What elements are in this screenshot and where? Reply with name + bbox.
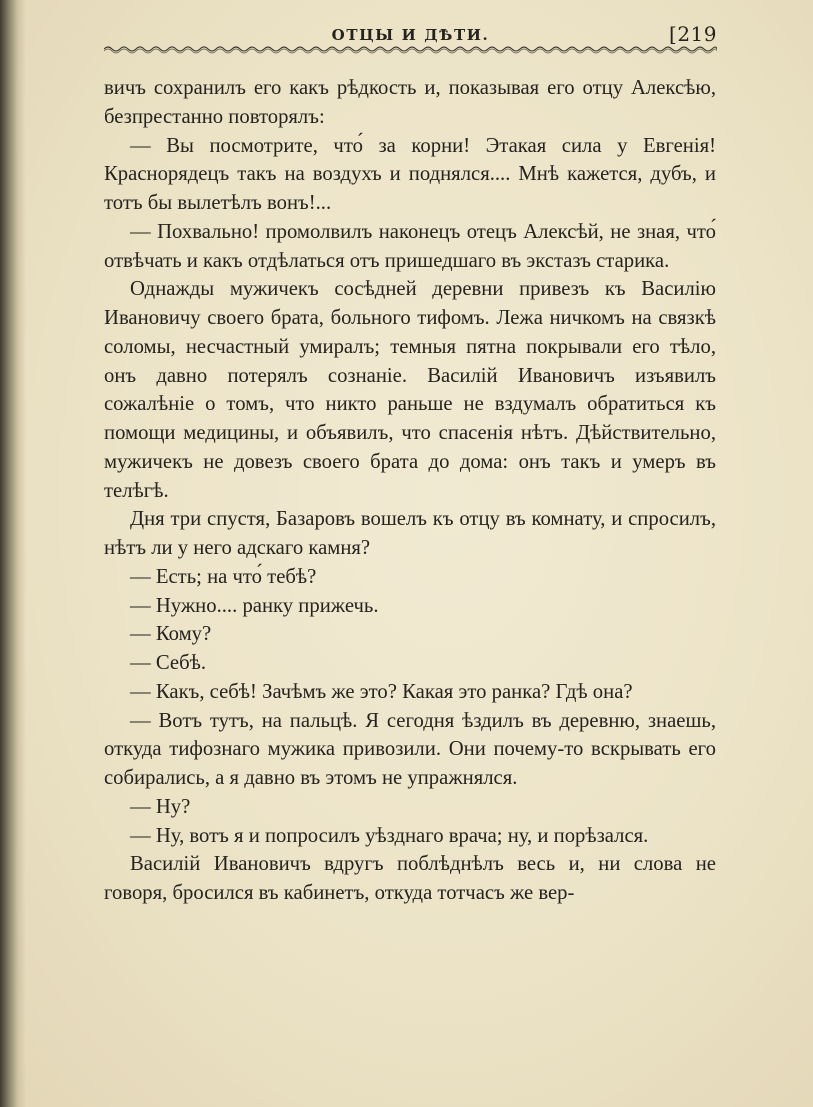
paragraph: — Кому? [130, 623, 212, 646]
paragraph: Василій Ивановичъ вдругъ поблѣднѣлъ весь и, ни слова не говоря, бросился въ кабинетъ, откуда тотчасъ же вер- [104, 853, 716, 904]
paragraph: — Есть; на что́ тебѣ? [130, 565, 317, 588]
paragraph: — Вотъ тутъ, на пальцѣ. Я сегодня ѣздилъ въ деревню, знаешь, откуда тифознаго мужика привозили. Они почему-то вскрывать его собирались, а я давно въ этомъ не упражнялся. [104, 709, 716, 789]
paragraph: — Похвально! промолвилъ наконецъ отецъ Алексѣй, не зная, что́ отвѣчать и какъ отдѣлаться отъ пришедшаго въ экстазъ старика. [104, 220, 716, 272]
page-gutter-shadow [0, 0, 26, 1107]
paragraph: Дня три спустя, Базаровъ вошелъ къ отцу въ комнату, и спросилъ, нѣтъ ли у него адскаго камня? [104, 508, 716, 559]
paragraph: — Нужно.... ранку прижечь. [130, 594, 379, 617]
paragraph: вичъ сохранилъ его какъ рѣдкость и, показывая его отцу Алексѣю, безпрестанно повторялъ: [104, 77, 716, 128]
paragraph: Однажды мужичекъ сосѣдней деревни привезъ къ Василію Ивановичу своего брата, больного тифомъ. Лежа ничкомъ на связкѣ соломы, несчастный умиралъ; темныя пятна покрывали его тѣло, онъ давно потерялъ сознаніе. Василій Ивановичъ изъявилъ сожалѣніе о томъ, что никто раньше не вздумалъ обратиться къ помощи медицины, и объявилъ, что спасенія нѣтъ. Дѣйствительно, мужичекъ не довезъ своего брата до дома: онъ такъ и умеръ въ телѣгѣ. [104, 278, 716, 502]
paragraph: — Ну? [130, 795, 191, 818]
paragraph: — Себѣ. [130, 652, 207, 674]
header-wavy-rule [104, 43, 717, 55]
page-text-body [104, 74, 716, 908]
page-number: [219 [669, 22, 717, 46]
paragraph: — Какъ, себѣ! Зачѣмъ же это? Какая это ранка? Гдѣ она? [130, 680, 633, 703]
running-title: ОТЦЫ И ДѢТИ. [331, 26, 490, 44]
paragraph: — Ну, вотъ я и попросилъ уѣзднаго врача; ну, и порѣзался. [130, 824, 649, 847]
paragraph: — Вы посмотрите, что́ за корни! Этакая сила у Евгенія! Краснорядецъ такъ на воздухъ и поднялся.... Мнѣ кажется, дубъ, и тотъ бы вылетѣлъ вонъ!... [104, 134, 716, 214]
